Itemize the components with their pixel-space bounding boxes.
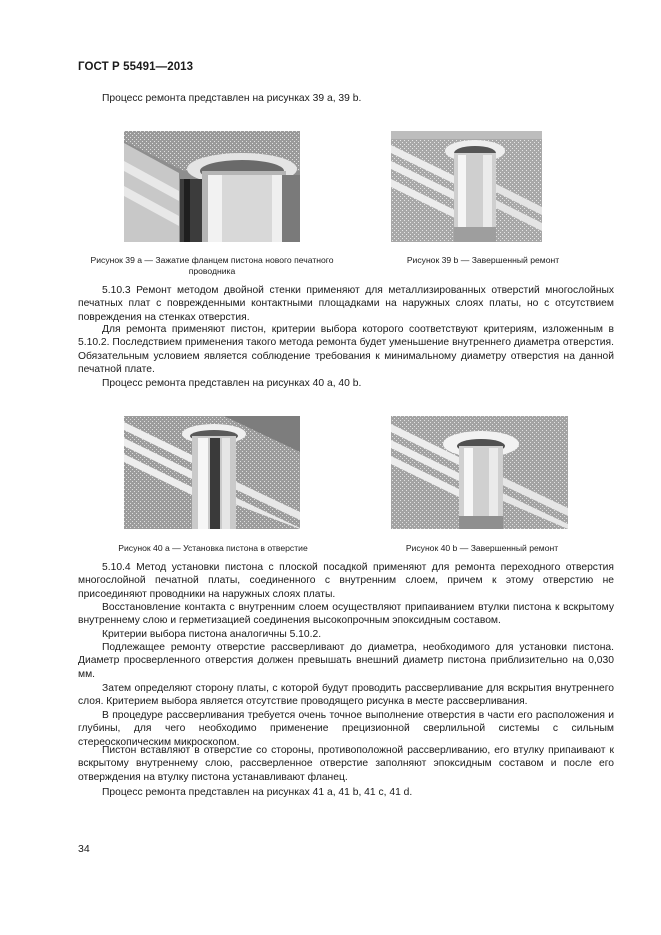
figure-40a-illustration xyxy=(124,416,300,529)
paragraph: Пистон вставляют в отверстие со стороны, противоположной рассверливанию, его втулку припаивают к вскрытому внутреннему слою, рассверленное отверстие заполняют эпоксидным составом и после его отверждения на втулку пистона устанавливают фланец. xyxy=(78,745,614,783)
page-number: 34 xyxy=(78,843,90,855)
paragraph: Процесс ремонта представлен на рисунках 40 а, 40 b. xyxy=(102,378,362,389)
paragraph: Для ремонта применяют пистон, критерии выбора которого соответствуют критериям, изложенным в 5.10.2. Последствием применения такого метода ремонта будет уменьшение внутреннего диаметра отверстия. Обязательным условием является соблюдение требования к минимальному диаметру отверстия на данной печатной плате. xyxy=(78,324,614,375)
figure-39a-caption: Рисунок 39 а — Зажатие фланцем пистона нового печатного проводника xyxy=(90,255,334,276)
paragraph: Процесс ремонта представлен на рисунках 41 а, 41 b, 41 c, 41 d. xyxy=(102,787,413,798)
paragraph: 5.10.4 Метод установки пистона с плоской посадкой применяют для ремонта переходного отверстия многослойной печатной платы, соединенного с внутренним слоем, причем к этому отверстию не присоединяют проводники на наружных слоях платы. xyxy=(78,562,614,600)
paragraph: 5.10.3 Ремонт методом двойной стенки применяют для металлизированных отверстий многослойных печатных плат с поврежденными контактными площадками на наружных слоях платы, но с отсутствием повреждения на стенках отверстия. xyxy=(78,285,614,323)
document-header: ГОСТ Р 55491—2013 xyxy=(78,61,194,73)
paragraph: Подлежащее ремонту отверстие рассверливают до диаметра, необходимого для установки пистона. Диаметр просверленного отверстия должен превышать внешний диаметр пистона приблизительно на 0,030 мм. xyxy=(78,642,614,680)
paragraph: Восстановление контакта с внутренним слоем осуществляют припаиванием втулки пистона к вскрытому внутреннему слою и герметизацией соединения высокопрочным эпоксидным составом. xyxy=(78,602,614,627)
figure-39b-illustration xyxy=(391,131,542,242)
paragraph: Критерии выбора пистона аналогичны 5.10.2. xyxy=(102,629,322,640)
paragraph: Затем определяют сторону платы, с которой будут проводить рассверливание для вскрытия внутреннего слоя. Критерием выбора является отсутствие проводящего рисунка в месте рассверливания. xyxy=(78,683,614,708)
figure-40a-caption: Рисунок 40 а — Установка пистона в отверстие xyxy=(118,543,308,553)
paragraph: В процедуре рассверливания требуется очень точное выполнение отверстия в части его расположения и глубины, для чего необходимо применение прецизионной сверлильной системы с сильным стереоскопическим микроскопом. xyxy=(78,710,614,748)
figure-39b-caption: Рисунок 39 b — Завершенный ремонт xyxy=(406,255,560,265)
paragraph: Процесс ремонта представлен на рисунках 39 а, 39 b. xyxy=(102,93,362,104)
figure-39a-illustration xyxy=(124,131,300,242)
figure-40b-illustration xyxy=(391,416,568,529)
figure-40b-caption: Рисунок 40 b — Завершенный ремонт xyxy=(405,543,559,553)
